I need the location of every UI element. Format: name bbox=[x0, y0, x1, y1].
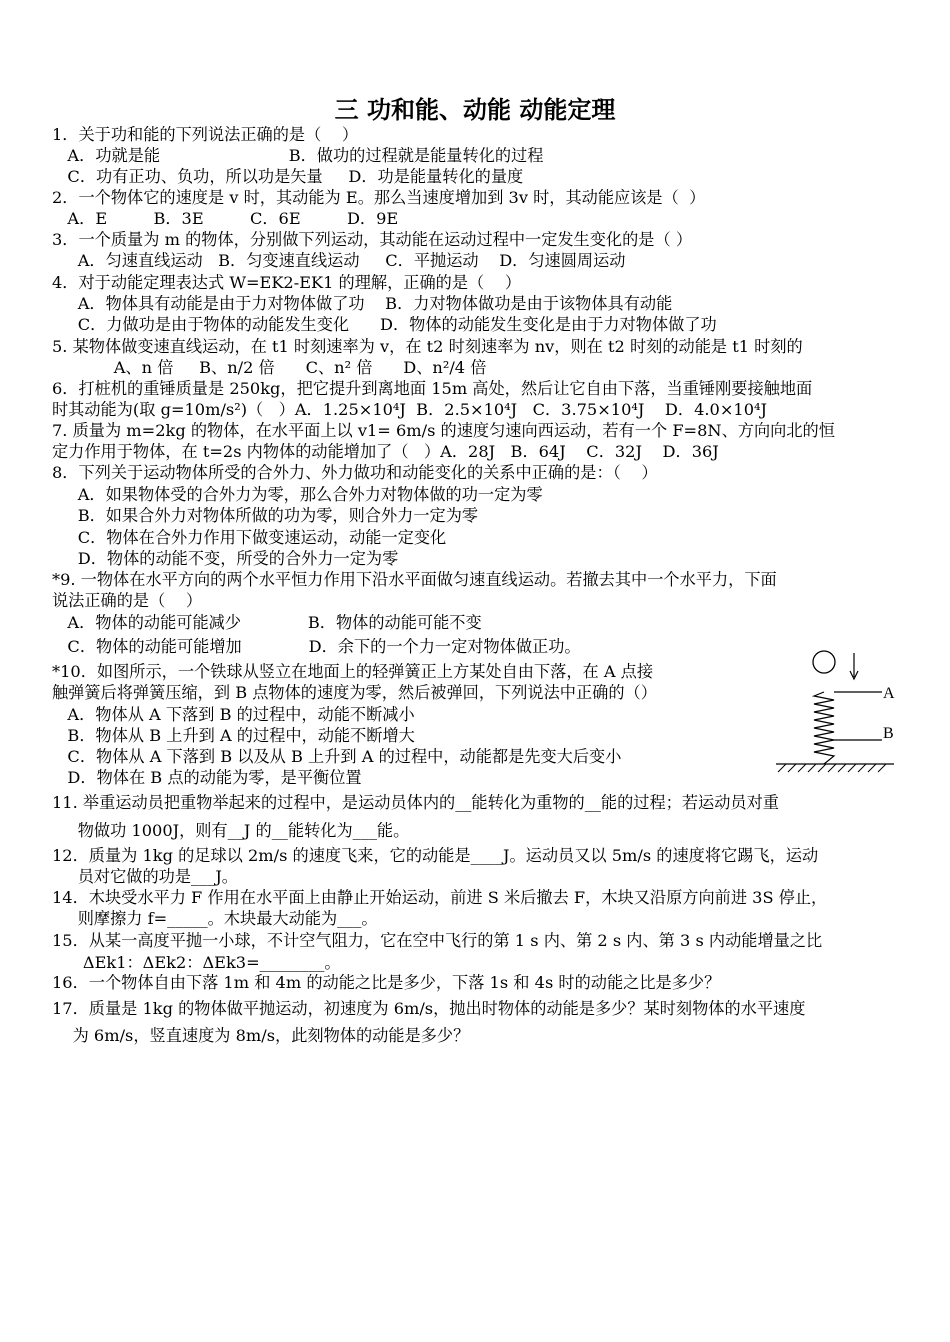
q10-option-b: B．物体从 B 上升到 A 的过程中，动能不断增大 bbox=[52, 726, 415, 745]
q4-options-cd: C．力做功是由于物体的动能发生变化 D．物体的动能发生变化是由于力对物体做了功 bbox=[52, 315, 717, 334]
q8-option-c: C．物体在合外力作用下做变速运动，动能一定变化 bbox=[52, 528, 447, 547]
q6-stem-2: 时其动能为(取 g=10m/s²)（ ）A．1.25×10⁴J B．2.5×10⁴J C．3.75×10⁴J D．4.0×10⁴J bbox=[52, 400, 767, 419]
q17-stem: 17．质量是 1kg 的物体做平抛运动，初速度为 6m/s，抛出时物体的动能是多少？某时刻物体的水平速度 bbox=[52, 999, 806, 1018]
q1-options-ab: A．功就是能 B．做功的过程就是能量转化的过程 bbox=[52, 146, 544, 165]
q10-option-c: C．物体从 A 下落到 B 以及从 B 上升到 A 的过程中，动能都是先变大后变小 bbox=[52, 747, 622, 766]
q15-stem: 15．从某一高度平抛一小球，不计空气阻力，它在空中飞行的第 1 s 内、第 2 s 内、第 3 s 内动能增量之比 bbox=[52, 931, 823, 950]
q2-options: A．E B．3E C．6E D．9E bbox=[52, 209, 399, 228]
q9-options-cd: C．物体的动能可能增加 D．余下的一个力一定对物体做正功。 bbox=[52, 637, 581, 656]
q11-stem-2: 物做功 1000J，则有__J 的__能转化为___能。 bbox=[52, 821, 410, 840]
ground-hatching bbox=[778, 764, 886, 772]
q10-stem: *10．如图所示，一个铁球从竖立在地面上的轻弹簧正上方某处自由下落，在 A 点接 bbox=[52, 662, 654, 681]
q14-stem-2: 则摩擦力 f=_____。木块最大动能为___。 bbox=[52, 909, 378, 928]
q10-stem-2: 触弹簧后将弹簧压缩，到 B 点物体的速度为零，然后被弹回，下列说法中正确的（） bbox=[52, 683, 657, 702]
q4-stem: 4．对于动能定理表达式 W=EK2-EK1 的理解，正确的是（ ） bbox=[52, 273, 522, 292]
q16-stem: 16．一个物体自由下落 1m 和 4m 的动能之比是多少，下落 1s 和 4s 时的动能之比是多少？ bbox=[52, 973, 721, 992]
q5-stem: 5. 某物体做变速直线运动，在 t1 时刻速率为 v，在 t2 时刻速率为 nv，则在 t2 时刻的动能是 t1 时刻的 bbox=[52, 337, 803, 356]
q9-stem-2: 说法正确的是（ ） bbox=[52, 591, 203, 610]
page-title: 三 功和能、动能 动能定理 bbox=[334, 96, 616, 124]
spring-ball-figure bbox=[768, 645, 908, 775]
q17-stem-2: 为 6m/s，竖直速度为 8m/s，此刻物体的动能是多少？ bbox=[52, 1026, 470, 1045]
q8-option-d: D．物体的动能不变，所受的合外力一定为零 bbox=[52, 549, 399, 568]
q6-stem: 6．打桩机的重锤质量是 250kg，把它提升到离地面 15m 高处，然后让它自由下落，当重锤刚要接触地面 bbox=[52, 379, 813, 398]
label-a: A bbox=[883, 685, 895, 702]
q1-options-cd: C．功有正功、负功，所以功是矢量 D．功是能量转化的量度 bbox=[52, 167, 524, 186]
label-b: B bbox=[883, 725, 894, 742]
iron-ball bbox=[813, 651, 835, 673]
q7-stem-2: 定力作用于物体，在 t=2s 内物体的动能增加了（ ）A．28J B．64J C．32J D．36J bbox=[52, 442, 719, 461]
q10-option-a: A．物体从 A 下落到 B 的过程中，动能不断减小 bbox=[52, 705, 415, 724]
spring bbox=[814, 692, 834, 764]
q9-stem: *9. 一物体在水平方向的两个水平恒力作用下沿水平面做匀速直线运动。若撤去其中一个水平力，下面 bbox=[52, 570, 777, 589]
q3-stem: 3．一个质量为 m 的物体，分别做下列运动，其动能在运动过程中一定发生变化的是（ ） bbox=[52, 230, 693, 249]
q7-stem: 7. 质量为 m=2kg 的物体，在水平面上以 v1= 6m/s 的速度匀速向西运动，若有一个 F=8N、方向向北的恒 bbox=[52, 421, 835, 440]
falling-arrow bbox=[850, 653, 858, 679]
q3-options: A．匀速直线运动 B．匀变速直线运动 C．平抛运动 D．匀速圆周运动 bbox=[52, 251, 626, 270]
q15-stem-2: ΔEk1：ΔEk2：ΔEk3=________。 bbox=[52, 953, 341, 972]
q5-options: A、n 倍 B、n/2 倍 C、n² 倍 D、n²/4 倍 bbox=[52, 358, 487, 377]
q10-option-d: D．物体在 B 点的动能为零，是平衡位置 bbox=[52, 768, 362, 787]
q8-stem: 8．下列关于运动物体所受的合外力、外力做功和动能变化的关系中正确的是：（ ） bbox=[52, 463, 658, 482]
q9-options-ab: A．物体的动能可能减少 B．物体的动能可能不变 bbox=[52, 613, 482, 632]
q1-stem: 1．关于功和能的下列说法正确的是（ ） bbox=[52, 125, 359, 144]
q12-stem-2: 员对它做的功是___J。 bbox=[52, 867, 238, 886]
q2-stem: 2．一个物体它的速度是 v 时，其动能为 E。那么当速度增加到 3v 时，其动能应该是（ ） bbox=[52, 188, 706, 207]
q4-options-ab: A．物体具有动能是由于力对物体做了功 B．力对物体做功是由于该物体具有动能 bbox=[52, 294, 673, 313]
q14-stem: 14．木块受水平力 F 作用在水平面上由静止开始运动，前进 S 米后撤去 F，木块又沿原方向前进 3S 停止， bbox=[52, 888, 828, 907]
q8-option-a: A．如果物体受的合外力为零，那么合外力对物体做的功一定为零 bbox=[52, 485, 543, 504]
q12-stem: 12．质量为 1kg 的足球以 2m/s 的速度飞来，它的动能是____J。运动员又以 5m/s 的速度将它踢飞，运动 bbox=[52, 846, 819, 865]
q8-option-b: B．如果合外力对物体所做的功为零，则合外力一定为零 bbox=[52, 506, 479, 525]
q11-stem: 11. 举重运动员把重物举起来的过程中，是运动员体内的__能转化为重物的__能的过程；若运动员对重 bbox=[52, 793, 779, 812]
